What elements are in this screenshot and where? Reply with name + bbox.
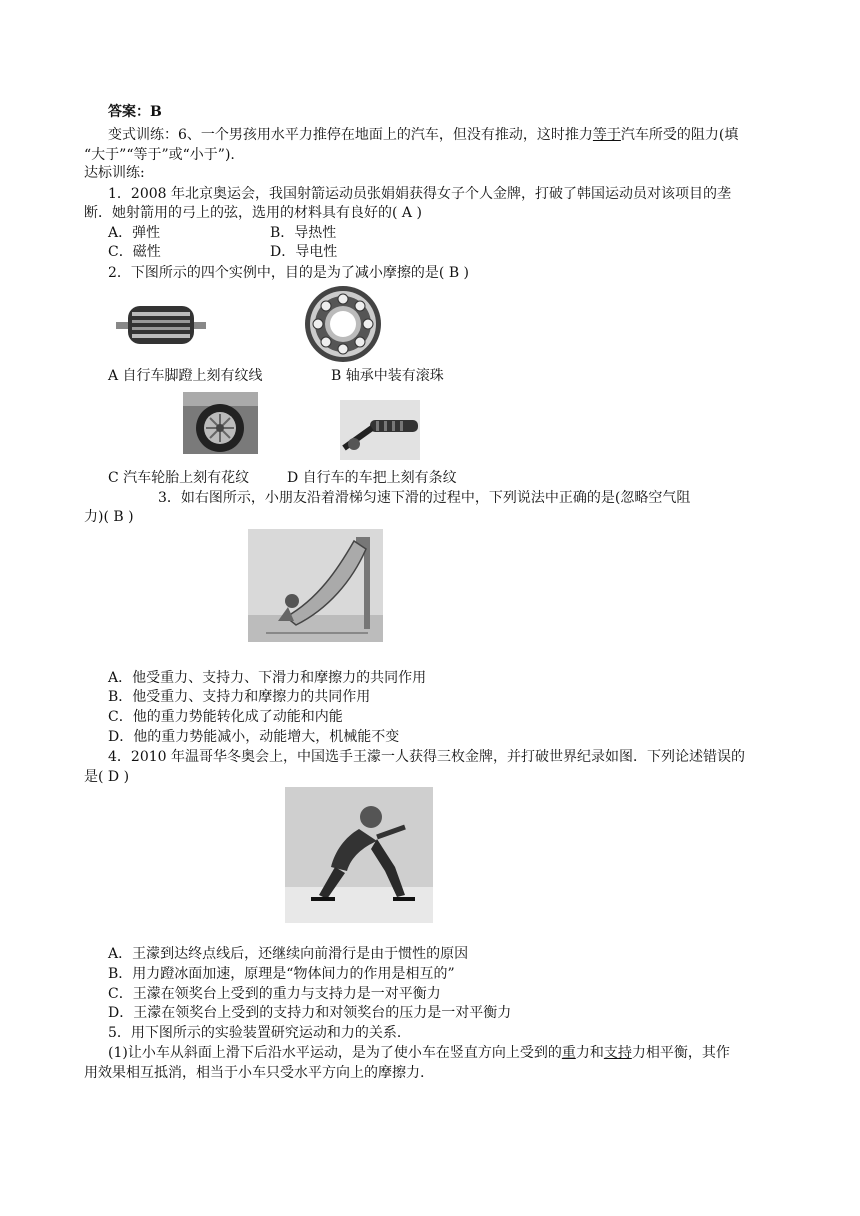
q3-option-d: D．他的重力势能减小，动能增大，机械能不变 bbox=[108, 729, 400, 745]
q1-option-b: B．导热性 bbox=[270, 225, 337, 241]
section-title: 达标训练: bbox=[84, 165, 145, 181]
variant-line-1: 变式训练：6、一个男孩用水平力推停在地面上的汽车，但没有推动，这时推力等于汽车所受的阻力(填 bbox=[108, 127, 739, 143]
q2-stem: 2．下图所示的四个实例中，目的是为了减小摩擦的是( B ) bbox=[108, 265, 470, 281]
q1-line-2: 断．她射箭用的弓上的弦，选用的材料具有良好的( A ) bbox=[84, 205, 422, 221]
speed-skater-image bbox=[285, 787, 433, 923]
q5-part1-line-2: 用效果相互抵消，相当于小车只受水平方向上的摩擦力. bbox=[84, 1065, 425, 1081]
answer-label: 答案： bbox=[108, 104, 150, 120]
q1-option-c: C．磁性 bbox=[108, 244, 161, 260]
q4-option-b: B．用力蹬冰面加速，原理是“物体间力的作用是相互的” bbox=[108, 966, 455, 982]
q2-caption-c: C 汽车轮胎上刻有花纹 bbox=[108, 470, 250, 486]
tire-image bbox=[183, 392, 258, 454]
q1-option-d: D．导电性 bbox=[270, 244, 338, 260]
q4-option-a: A．王濛到达终点线后，还继续向前滑行是由于惯性的原因 bbox=[108, 946, 469, 962]
variant-line-2: “大于”“等于”或“小于”). bbox=[84, 147, 235, 163]
q5-part1-line-1: (1)让小车从斜面上滑下后沿水平运动，是为了使小车在竖直方向上受到的重力和支持力相平衡，其作 bbox=[108, 1045, 730, 1061]
variant-answer-blank: 等于 bbox=[592, 127, 621, 143]
q5-blank-2: 支持 bbox=[603, 1045, 632, 1061]
answer-line bbox=[108, 102, 162, 122]
q3-line-1: 3．如右图所示，小朋友沿着滑梯匀速下滑的过程中，下列说法中正确的是(忽略空气阻 bbox=[158, 490, 691, 506]
q4-line-1: 4．2010 年温哥华冬奥会上，中国选手王濛一人获得三枚金牌，并打破世界纪录如图．下列论述错误的 bbox=[108, 749, 745, 765]
q5-stem: 5．用下图所示的实验装置研究运动和力的关系． bbox=[108, 1025, 411, 1041]
answer-value: B bbox=[150, 104, 162, 120]
q2-caption-a: A 自行车脚蹬上刻有纹线 bbox=[108, 368, 263, 384]
q3-option-a: A．他受重力、支持力、下滑力和摩擦力的共同作用 bbox=[108, 670, 427, 686]
pedal-image bbox=[116, 302, 206, 348]
q4-line-2: 是( D ) bbox=[84, 769, 130, 785]
q1-line-1: 1．2008 年北京奥运会，我国射箭运动员张娟娟获得女子个人金牌，打破了韩国运动员对该项目的垄 bbox=[108, 186, 731, 202]
q3-option-b: B．他受重力、支持力和摩擦力的共同作用 bbox=[108, 689, 371, 705]
handlebar-image bbox=[340, 400, 420, 460]
q3-option-c: C．他的重力势能转化成了动能和内能 bbox=[108, 709, 343, 725]
q1-option-a: A．弹性 bbox=[108, 225, 161, 241]
q5-blank-1: 重 bbox=[561, 1045, 576, 1061]
q3-line-2: 力)( B ) bbox=[84, 509, 134, 525]
slide-image bbox=[248, 529, 383, 642]
bearing-image bbox=[303, 284, 383, 364]
q4-option-d: D．王濛在领奖台上受到的支持力和对领奖台的压力是一对平衡力 bbox=[108, 1005, 512, 1021]
q4-option-c: C．王濛在领奖台上受到的重力与支持力是一对平衡力 bbox=[108, 986, 441, 1002]
q2-caption-d: D 自行车的车把上刻有条纹 bbox=[287, 470, 457, 486]
q2-caption-b: B 轴承中装有滚珠 bbox=[331, 368, 444, 384]
